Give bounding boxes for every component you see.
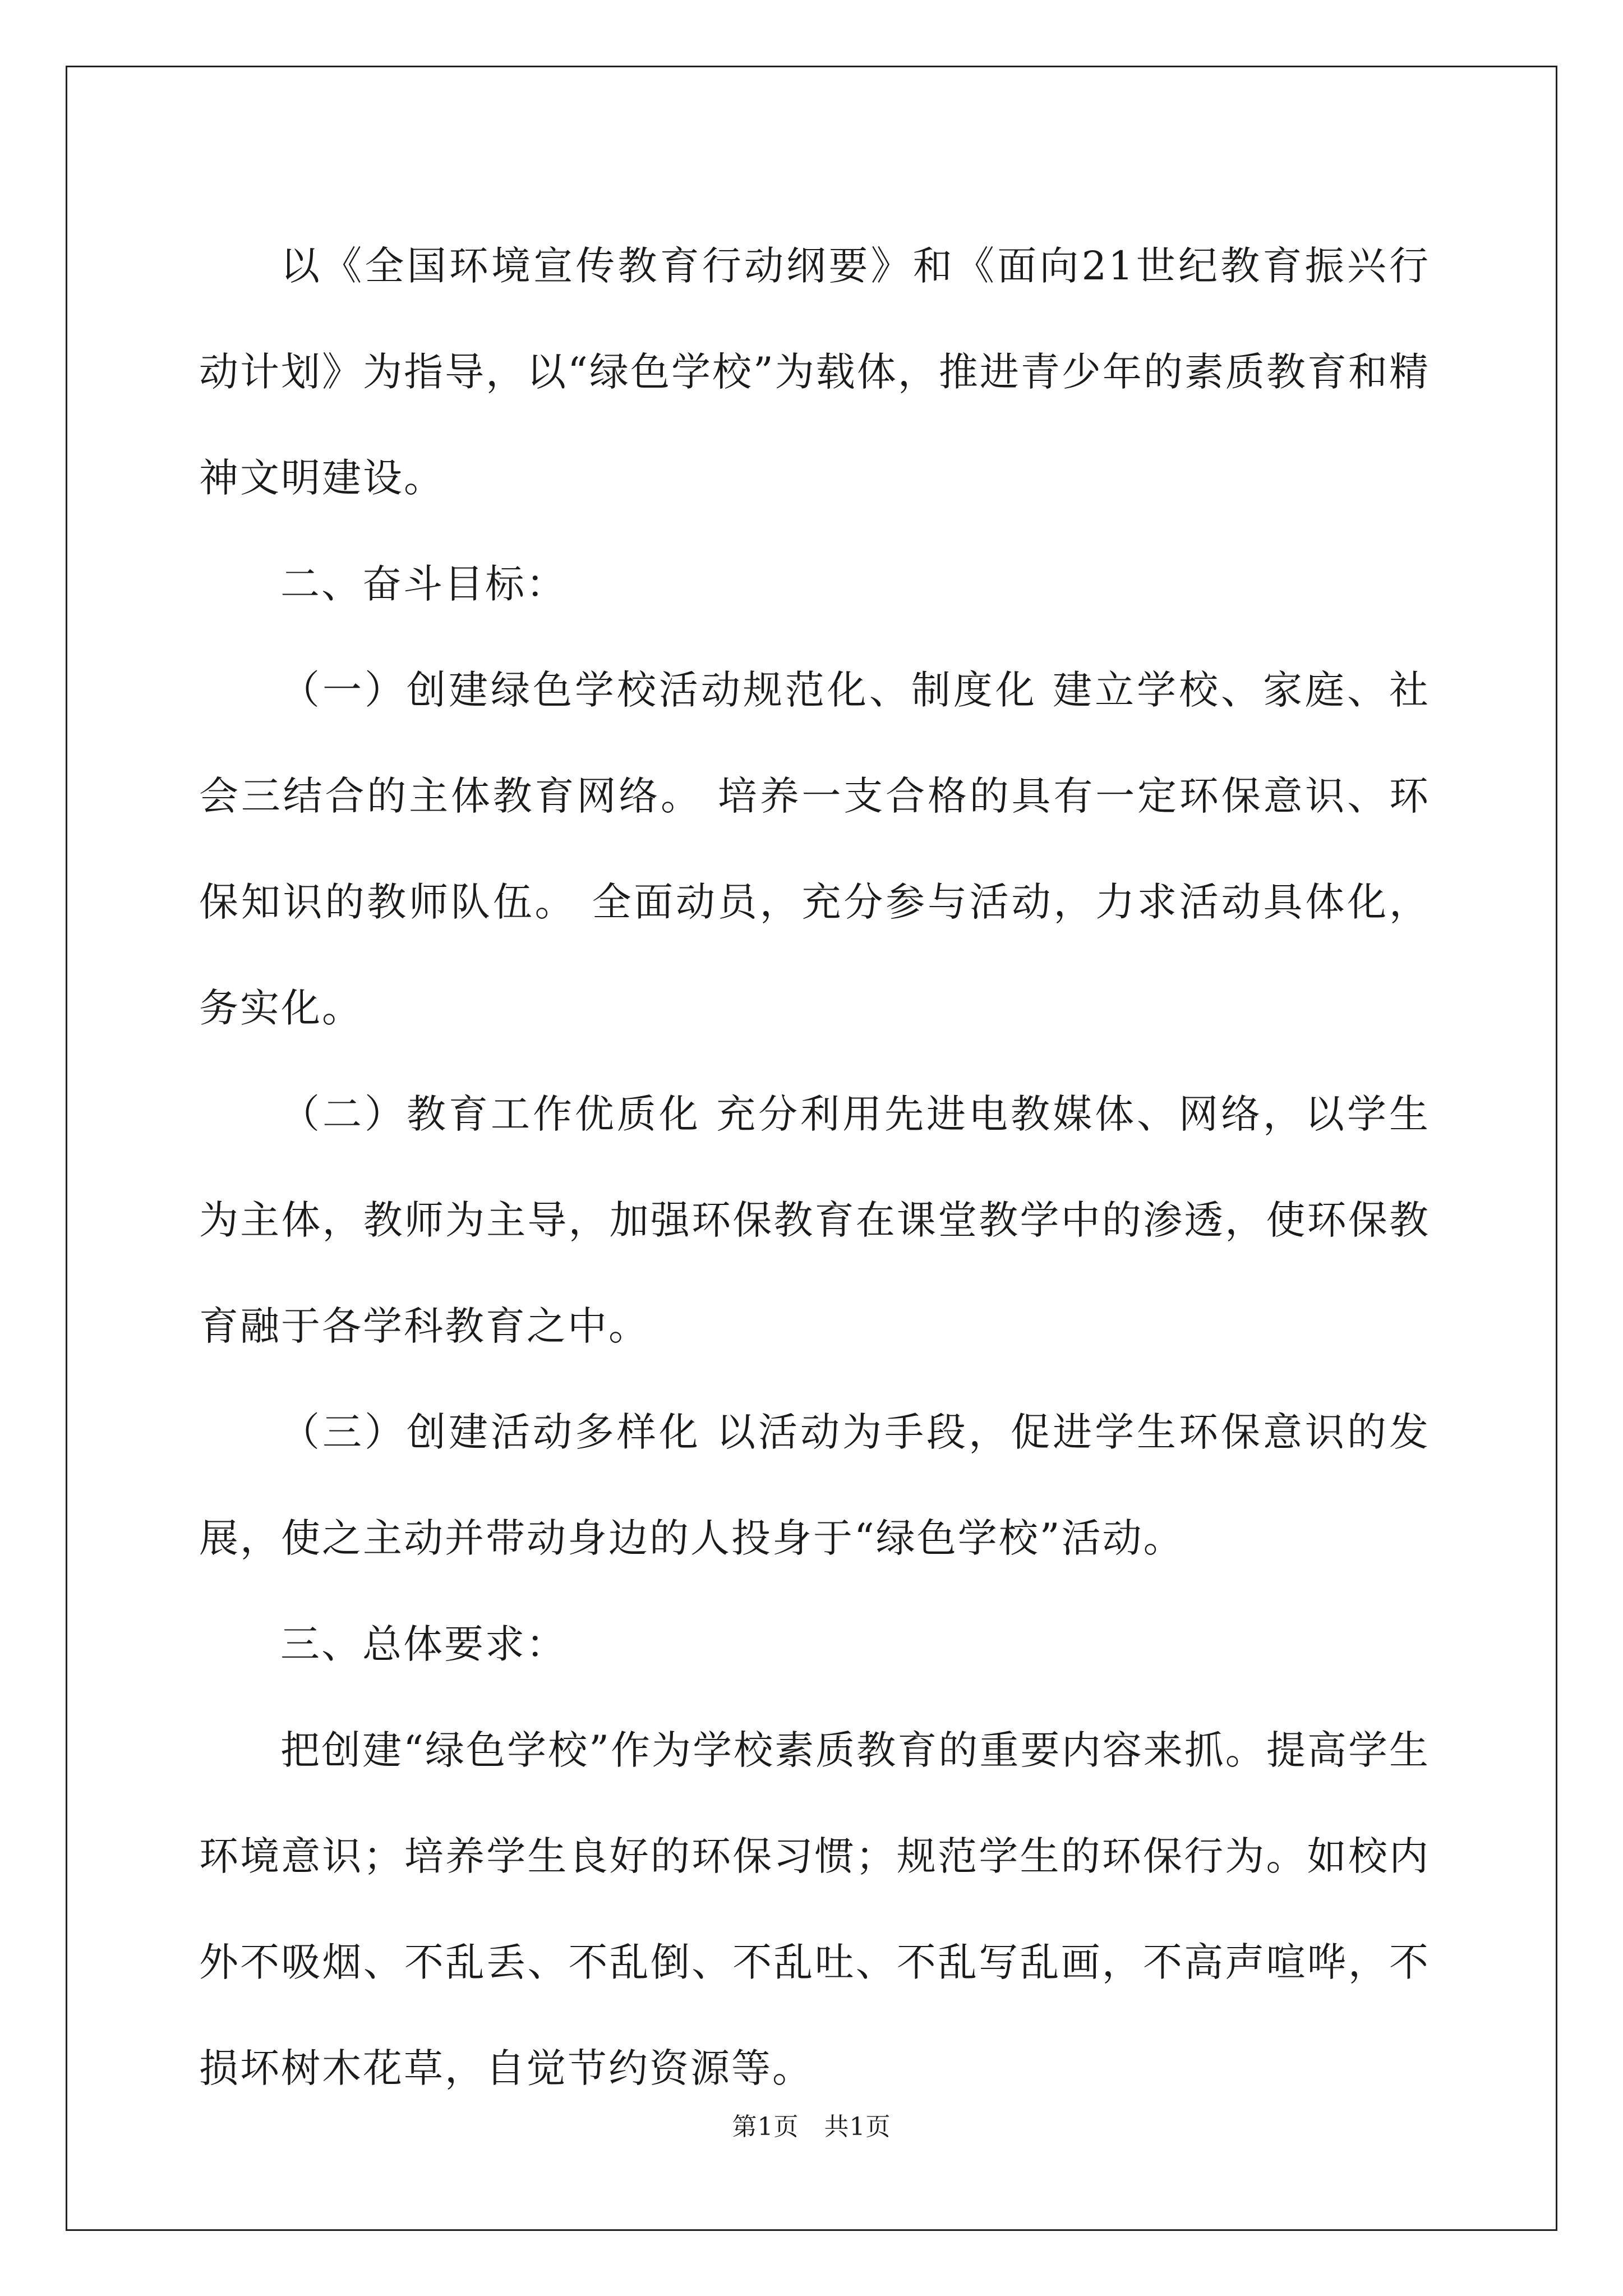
paragraph-requirements: 把创建“绿色学校”作为学校素质教育的重要内容来抓。提高学生环境意识；培养学生良好的环保习惯；规范学生的环保行为。如校内外不吸烟、不乱丢、不乱倒、不乱吐、不乱写乱画，不高声喧哗，不损坏树木花草，自觉节约资源等。	[199, 1727, 1430, 2091]
heading-requirements: 三、总体要求：	[280, 1621, 567, 1667]
heading-goals: 二、奋斗目标：	[280, 561, 567, 607]
paragraph-goal-2: （二）教育工作优质化 充分利用先进电教媒体、网络，以学生为主体，教师为主导，加强环保教育在课堂教学中的渗透，使环保教育融于各学科教育之中。	[199, 1091, 1430, 1349]
document-body	[199, 213, 1430, 2122]
paragraph-goal-3: （三）创建活动多样化 以活动为手段，促进学生环保意识的发展，使之主动并带动身边的人投身于“绿色学校”活动。	[199, 1409, 1430, 1561]
paragraph-goal-1: （一）创建绿色学校活动规范化、制度化 建立学校、家庭、社会三结合的主体教育网络。 培养一支合格的具有一定环保意识、环保知识的教师队伍。 全面动员，充分参与活动，力求活动具体化，务实化。	[199, 667, 1430, 1031]
paragraph-intro: 以《全国环境宣传教育行动纲要》和《面向21世纪教育振兴行动计划》为指导，以“绿色学校”为载体，推进青少年的素质教育和精神文明建设。	[199, 243, 1430, 501]
page-total: 共1页	[824, 2113, 891, 2141]
page-number: 第1页	[732, 2113, 799, 2141]
page-footer	[0, 2110, 1623, 2144]
